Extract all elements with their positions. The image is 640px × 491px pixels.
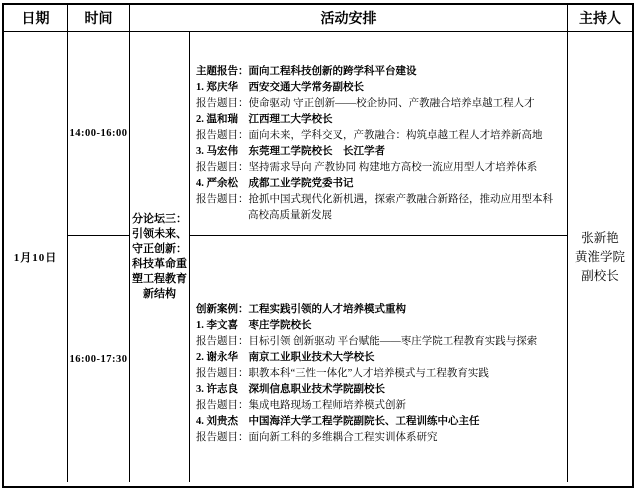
header-cell-time: 时间: [68, 5, 130, 32]
speaker-line: 1. 李文喜 枣庄学院校长: [196, 320, 312, 331]
header-cell-host: 主持人: [568, 5, 632, 32]
forum-line: 新结构: [143, 288, 176, 300]
forum-line: 塑工程教育: [132, 273, 187, 285]
host-title: 副校长: [581, 268, 619, 283]
forum-line: 守正创新：: [132, 243, 187, 255]
topic-line: 报告题目：集成电路现场工程师培养模式创新: [196, 400, 406, 411]
agenda-table: [2, 3, 634, 488]
speaker-line: 1. 郑庆华 西安交通大学常务副校长: [196, 82, 364, 93]
session-title: 主题报告：面向工程科技创新的跨学科平台建设: [196, 66, 417, 77]
topic-line: 报告题目：抢抓中国式现代化新机遇，探索产教融合新路径，推动应用型本科高校高质量新发展: [196, 194, 553, 221]
speaker-line: 4. 刘贵杰 中国海洋大学工程学院副院长、工程训练中心主任: [196, 416, 480, 427]
host-affiliation: 黄淮学院: [574, 249, 625, 264]
time-cell-session-1: 14:00-16:00: [68, 32, 130, 236]
session-title: 创新案例：工程实践引领的人才培养模式重构: [196, 304, 406, 315]
forum-line: 引领未来、: [132, 228, 187, 240]
header-cell-date: 日期: [4, 5, 68, 32]
activity-cell-session-2: [190, 236, 568, 482]
speaker-line: 2. 谢永华 南京工业职业技术大学校长: [196, 352, 375, 363]
speaker-line: 3. 马宏伟 东莞理工学院校长 长江学者: [196, 146, 385, 157]
topic-line: 报告题目：坚持需求导向 产教协同 构建地方高校一流应用型人才培养体系: [196, 162, 538, 173]
date-cell: 1月10日: [4, 32, 68, 482]
speaker-line: 2. 温和瑞 江西理工大学校长: [196, 114, 333, 125]
speaker-line: 3. 许志良 深圳信息职业技术学院副校长: [196, 384, 385, 395]
time-cell-session-2: 16:00-17:30: [68, 236, 130, 482]
topic-line: 报告题目：面向未来，学科交叉，产教融合：构筑卓越工程人才培养新高地: [196, 130, 543, 141]
activity-cell-session-1: [190, 32, 568, 236]
topic-line: 报告题目：使命驱动 守正创新——校企协同、产教融合培养卓越工程人才: [196, 98, 535, 109]
header-cell-activity: 活动安排: [130, 5, 568, 32]
forum-line: 科技革命重: [132, 258, 187, 270]
topic-line: 报告题目：面向新工科的多维耦合工程实训体系研究: [196, 432, 438, 443]
topic-line: 报告题目：目标引领 创新驱动 平台赋能——枣庄学院工程教育实践与探索: [196, 336, 538, 347]
forum-line: 分论坛三：: [132, 213, 187, 225]
forum-label-cell: [130, 32, 190, 482]
host-cell: [568, 32, 632, 482]
host-name: 张新艳: [581, 230, 619, 245]
speaker-line: 4. 严余松 成都工业学院党委书记: [196, 178, 354, 189]
topic-line: 报告题目：职教本科“三性一体化”人才培养模式与工程教育实践: [196, 368, 489, 379]
